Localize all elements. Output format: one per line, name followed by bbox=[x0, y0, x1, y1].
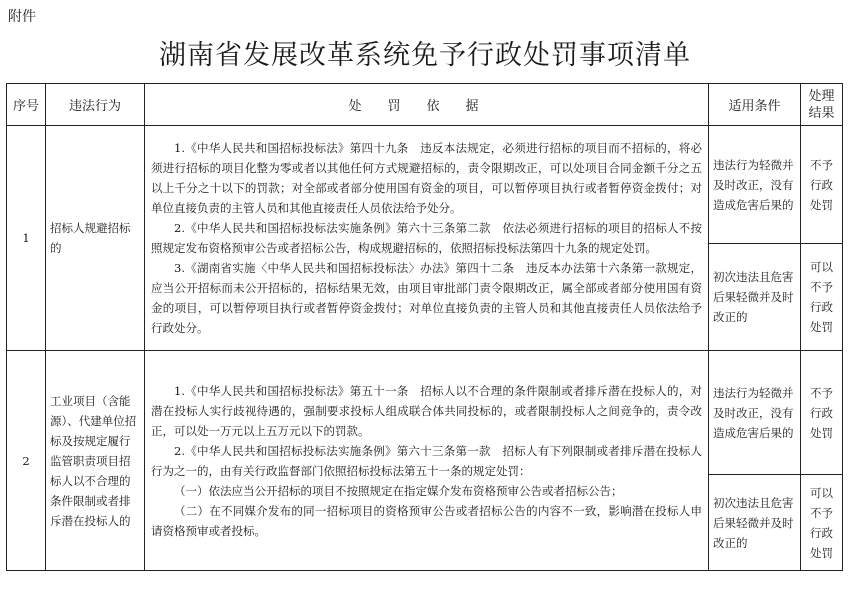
table-row bbox=[7, 126, 843, 244]
header-basis: 处罚依据 bbox=[145, 84, 709, 126]
table-header-row bbox=[7, 84, 843, 126]
result-cell: 可以不予行政处罚 bbox=[801, 244, 843, 351]
row-seq: 2 bbox=[7, 351, 46, 571]
condition-cell: 违法行为轻微并及时改正，没有造成危害后果的 bbox=[709, 351, 801, 475]
condition-cell: 初次违法且危害后果轻微并及时改正的 bbox=[709, 244, 801, 351]
row-basis bbox=[145, 126, 709, 351]
result-cell: 不予行政处罚 bbox=[801, 126, 843, 244]
condition-cell: 违法行为轻微并及时改正，没有造成危害后果的 bbox=[709, 126, 801, 244]
basis-paragraph: （二）在不同媒介发布的同一招标项目的资格预审公告或者招标公告的内容不一致，影响潜在投标人申请资格预审或者投标。 bbox=[151, 503, 702, 538]
result-cell: 不予行政处罚 bbox=[801, 351, 843, 475]
row-seq: 1 bbox=[7, 126, 46, 351]
basis-paragraph: 1.《中华人民共和国招标投标法》第四十九条 违反本法规定，必须进行招标的项目而不招标的，将必须进行招标的项目化整为零或者以其他任何方式规避招标的，责令限期改正，可以处项目合同金额千分之五以上千分之十以下的罚款；对全部或者部分使用国有资金的项目，可以暂停项目执行或者暂停资金拨付；对单位直接负责的主管人员和其他直接责任人员依法给予处分。 bbox=[151, 141, 702, 215]
basis-paragraph: 1.《中华人民共和国招标投标法》第五十一条 招标人以不合理的条件限制或者排斥潜在投标人的，对潜在投标人实行歧视待遇的，强制要求投标人组成联合体共同投标的，或者限制投标人之间竞争的，责令改正，可以处一万元以上五万元以下的罚款。 bbox=[151, 383, 702, 438]
attachment-label: 附件 bbox=[8, 9, 36, 25]
basis-paragraph: 2.《中华人民共和国招标投标法实施条例》第六十三条第二款 依法必须进行招标的项目的招标人不按照规定发布资格预审公告或者招标公告，构成规避招标的，依照招标投标法第四十九条的规定处罚。 bbox=[151, 221, 702, 255]
basis-paragraph: 2.《中华人民共和国招标投标法实施条例》第六十三条第一款 招标人有下列限制或者排斥潜在投标人行为之一的，由有关行政监督部门依照招标投标法第五十一条的规定处罚： bbox=[151, 443, 702, 478]
page-title: 湖南省发展改革系统免予行政处罚事项清单 bbox=[159, 40, 691, 71]
basis-paragraph: 3.《湖南省实施〈中华人民共和国招标投标法〉办法》第四十二条 违反本办法第十六条第一款规定，应当公开招标而未公开招标的，招标结果无效，由项目审批部门责令限期改正，属全部或者部分使用国有资金的项目，可以暂停项目执行或者暂停资金拨付；对单位直接负责的主管人员和其他直接责任人员依法给予行政处分。 bbox=[151, 261, 702, 335]
row-act: 工业项目（含能源）、代建单位招标及按规定履行监管职责项目招标人以不合理的条件限制或者排斥潜在投标人的 bbox=[46, 351, 145, 571]
header-result: 处理结果 bbox=[801, 84, 843, 126]
condition-cell: 初次违法且危害后果轻微并及时改正的 bbox=[709, 475, 801, 571]
row-act: 招标人规避招标的 bbox=[46, 126, 145, 351]
penalty-exemption-table bbox=[6, 83, 843, 571]
header-seq: 序号 bbox=[7, 84, 46, 126]
result-cell: 可以不予行政处罚 bbox=[801, 475, 843, 571]
header-act: 违法行为 bbox=[46, 84, 145, 126]
header-condition: 适用条件 bbox=[709, 84, 801, 126]
row-basis bbox=[145, 351, 709, 571]
table-row bbox=[7, 351, 843, 475]
basis-paragraph: （一）依法应当公开招标的项目不按照规定在指定媒介发布资格预审公告或者招标公告； bbox=[174, 483, 623, 498]
